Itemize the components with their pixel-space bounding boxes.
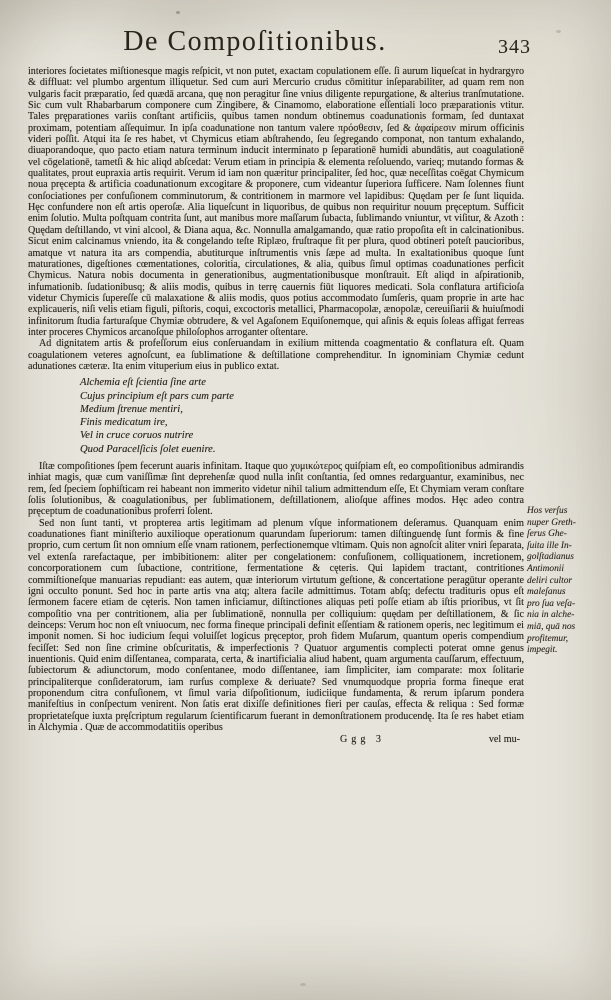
margin-note-line: ſerus Ghe-	[527, 529, 567, 540]
verse-line: Finis medicatum ire,	[80, 417, 168, 429]
body-paragraph: Ad dignitatem artis & profeſſorum eius conſeruandam in exilium mittenda coagmentatio & conflatura eſt. Quam coagulationem veteres agnoſcunt, ea ſublimatione & deſtillatione comprehenditur. In ignominiam Chymiæ cedunt adunationes cæteræ. Ita enim vituperium eius in publico extat.	[28, 338, 524, 372]
body-paragraph: Iſtæ compoſitiones ſpem fecerunt auaris infinitam. Itaque quo χυμικώτερος quiſpiam eſt, eo compoſitionibus admirandis inhiat magis, quæ cum vaniſſimæ ſint deprehenſæ quod nulla inſit conſtantia, ſed omnes redarguantur, examinibus, nec rem, ſed ſpeciem ſophiſticam rei habeant non immerito videtur nihil talium admittendum eſſe, Et Chymiam veram conſtare ſolis ſolutionibus, & coagulationibus, per ſublimationem, deſtillationem, alioſque affines modos. Hęc adeo contra pręceptum de coadunationibus proferri ſolent.	[28, 461, 524, 518]
margin-note-line: Antimonii	[527, 563, 564, 574]
margin-note-line: ſuita ille In-	[527, 540, 572, 551]
page-number: 343	[498, 36, 531, 58]
margin-note-line: nia in alche-	[527, 610, 575, 621]
margin-note-line: deliri cultor	[527, 575, 573, 586]
verse-line: Alchemia eſt ſcientia ſine arte	[80, 377, 206, 389]
margin-note-line: impegit.	[527, 645, 558, 656]
paper-stain	[556, 30, 561, 33]
verse-line: Medium ſtrenue mentiri,	[80, 403, 183, 415]
direction-line	[28, 734, 524, 747]
text-block	[28, 66, 524, 747]
verse-line: Vel in cruce coruos nutrire	[80, 430, 194, 442]
margin-note-line: golſtadianus	[527, 552, 574, 563]
paper-stain	[300, 983, 306, 986]
margin-note-line: nuper Greth-	[527, 517, 576, 528]
body-paragraph: interiores ſocietates miſtionesque magis reſpicit, vt non putet, exactam copulationem eſſe. ſi aurum liqueſcat in hydrargyro & diffluat: vel plumbo argentum illiquetur. Sed cum auri Mercurio crudus cōmititur inſeparabiliter, ad quam rem non vulgaris facit præparatio, ſed quædā arcana, quę non peragitur ſine vnius diligente repurgatione, & alterius tranſmutatione. Sic cum vult Rhabarbarum componere cum Zingibere, & Cinamomo, elaboratione eſſentiali loco præparationis vtitur. Tales pręparationes variis conſtant artificiis, quibus tamen nondum obtinemus coadunationis formam, ſed duntaxat proximam, potentiam aſſequimur. In ipſa coadunatione non tantum valere πρόσθεσιν, ſed & ἀφαίρεσιν mirum officinis videri poſſit. Atqui ita ſe res habet, vt Chymicus etiam abſtrahendo, ſeu ſegregando componat, non tantum exhalando, diuaporandoque, quo pacto etiam natura terminum inducit interminato p ſeparationē humidi abundātis, aut coagulationē vel cōgelationē, tametſi & hic aliqd abſcedat: Verum etiam in principia & elementa reſoluendo, varieq; mutando formas & qualitates, prout eupraxia artis requirit. Verum id iam non quæritur principaliter, ſed hoc, quæ neceſſitas coēgat Chymicum noua pręcepta & artificia coadunationum excogitare & proponere, cum videantur ſuperiora ſufficere. Nam ſolennes fiunt conſociationes per confuſionem comminutorum, & contritionem in marmore vel lapidibus: Quędam per ſe ſunt liquida. Hęc confundere non eſt artis operoſæ. Alia liqueſcunt in liquoribus, de quibus non requiritur nouum pręceptum. Sufficit enim ſolutio. Multa poſtquam contrita ſunt, aut manibus more maſſarum ſubacta, ſublimando vniuntur, vt viſitur, & Azoth : Quędam deſtillando, vt vini alcool, & Diana aqua, &c. Nonnulla amalgamando, quæ ratio propoſita eſt in calcinationibus. Sicut enim calcinamus vniendo, ita & congelando teſte Riplæo, fruſtraque fit per plura, quod obtineri poteſt paucioribus, amatque vt natura ita ars compendia, abutiturque inſtrumentis vnis ſæpe ad multa. In exaltationibus quoque ſunt maturationes, digeſtiones cœmentationes, coloritia, circulationes, & alia, quibus ſimul optimas coadunationes perficit Chymicus. Natura nobis documenta in generationibus, augmentationibusque monſtrauit. Eſt aliqd in aſpirationib, infumationib. ſudationibusq; & aliis modis, quibus in terrę cauernis fiūt liquores medicati. Sola conflatura artificioſa videtur Chymicis ſupereſſe cū malaxatione & aliis modis, quos potius accommodato ſumſeris, quam proprie in arte hac explicaueris, niſi velis etiam figuli, piſtoris, coqui, excoctoris metallici, Pharmacopolæ, ænopolæ, cereuiſiarii & huiuſmodi infinitorum ſtudia farturaſque Chymiæ obtrudere, & vel Agaſonem Equiſonemque, qui aſinis & equis ſoleas affigat ferreas inter proceres Chymicos arcanoſque philoſophos arroganter oſtentare.	[28, 66, 524, 338]
margin-note-line: profitemur,	[527, 633, 569, 644]
margin-note-line: Hos verſus	[527, 506, 568, 516]
signature-mark: Ggg 3	[340, 734, 385, 746]
catchword: vel mu-	[488, 734, 520, 746]
body-paragraph: Sed non ſunt tanti, vt propterea artis legitimam ad plenum vſque informationem deſeramus. Quanquam enim coadunationes fiant miniſterio auxilioque operationum quarundam ſuperiorum: tamen diſtinguendę ſunt formis & fine proprio, cum certum ſit non omnium eſſe vnam rationem, perfectionemque vltimam. Quis non agnoſcit aliter vniri ſeparata, vel extenſa rarefactaque, per imbibitionem: aliter per congelationem: confuſionem, colliquationem, incretionem, concorporationem cum ſubactione, contritione, fermentatione & cęteris. Qui lapidem tractant, contritiones commiſtioneſque manuarias repudiant: eas autem, quæ interiorum virtutum geſtione, & concertatione peragūtur operante igni occulto ponunt. Sed hoc in parte artis vna atq; altera facile admittimus. Totam abſq; defectu tradituris opus eſt ſermonem facere etiam de cęteris. Non tamen inficiamur, diſtinctiones aliquas peti poſſe etiam ab iſtis prioribus, vt ſit compoſitio vna per contritionem, alia per ſublimationē, nonnulla per colliquium: quędam per deſtillationem, & ſic deinceps: Verum hoc non eſt vniuocum, nec forma fineque principali definit eſſentiam & rationem operis, nec legitimum ei imponit nomen. Si hoc iudicium ſequi voluiſſet logicus pręceptor, proh fidem Muſarum, quantum operis compendium feciſſet: Sed non ſine crimine obſcuritatis, & imperfectionis ? Quatuor argumentis complecti poterat omne genus inuentionis. Quid enim diſſentanea, comparata, certa, & inartificialia aliud habent, quam argumenta cauſſarum, effectuum, ſubiectorum & adiunctorum, modo conſentanee, modo diſſentanee, iam ſimpliciter, iam comparate: mox ſolitarie principaliterque conſideratorum, iam rurſus complexe & deriuate? Sed vnumquodque propria forma fineque erat proponendum citra confuſionem, vt ſimul varia diſpoſitionum, iudiciique fundamenta, & rerum ipſarum pondera manifeſtius in conſpectum venirent. Non ſatis erat dixiſſe definitiones fieri per cauſas, effecta & reliqua : Sed formæ proprietateſque iuxta pręſcriptum regularum ſcientificarum fuerant in demonſtrationem producendę. Ita ſe res habet etiam in Alchymia . Quæ de accommodatitiis operibus	[28, 517, 524, 733]
paper-stain	[176, 11, 180, 14]
running-title: De Compoſitionibus.	[123, 26, 387, 57]
epigram-verse	[80, 376, 524, 456]
margin-note-line: pro ſua veſa-	[527, 598, 576, 609]
margin-note-line: maleſanus	[527, 587, 566, 598]
margin-note-line: miā, quā nos	[527, 621, 576, 632]
verse-line: Quod Paracelſicis ſolet euenire.	[80, 443, 216, 455]
margin-note	[527, 506, 607, 657]
verse-line: Cujus principium eſt pars cum parte	[80, 390, 234, 402]
